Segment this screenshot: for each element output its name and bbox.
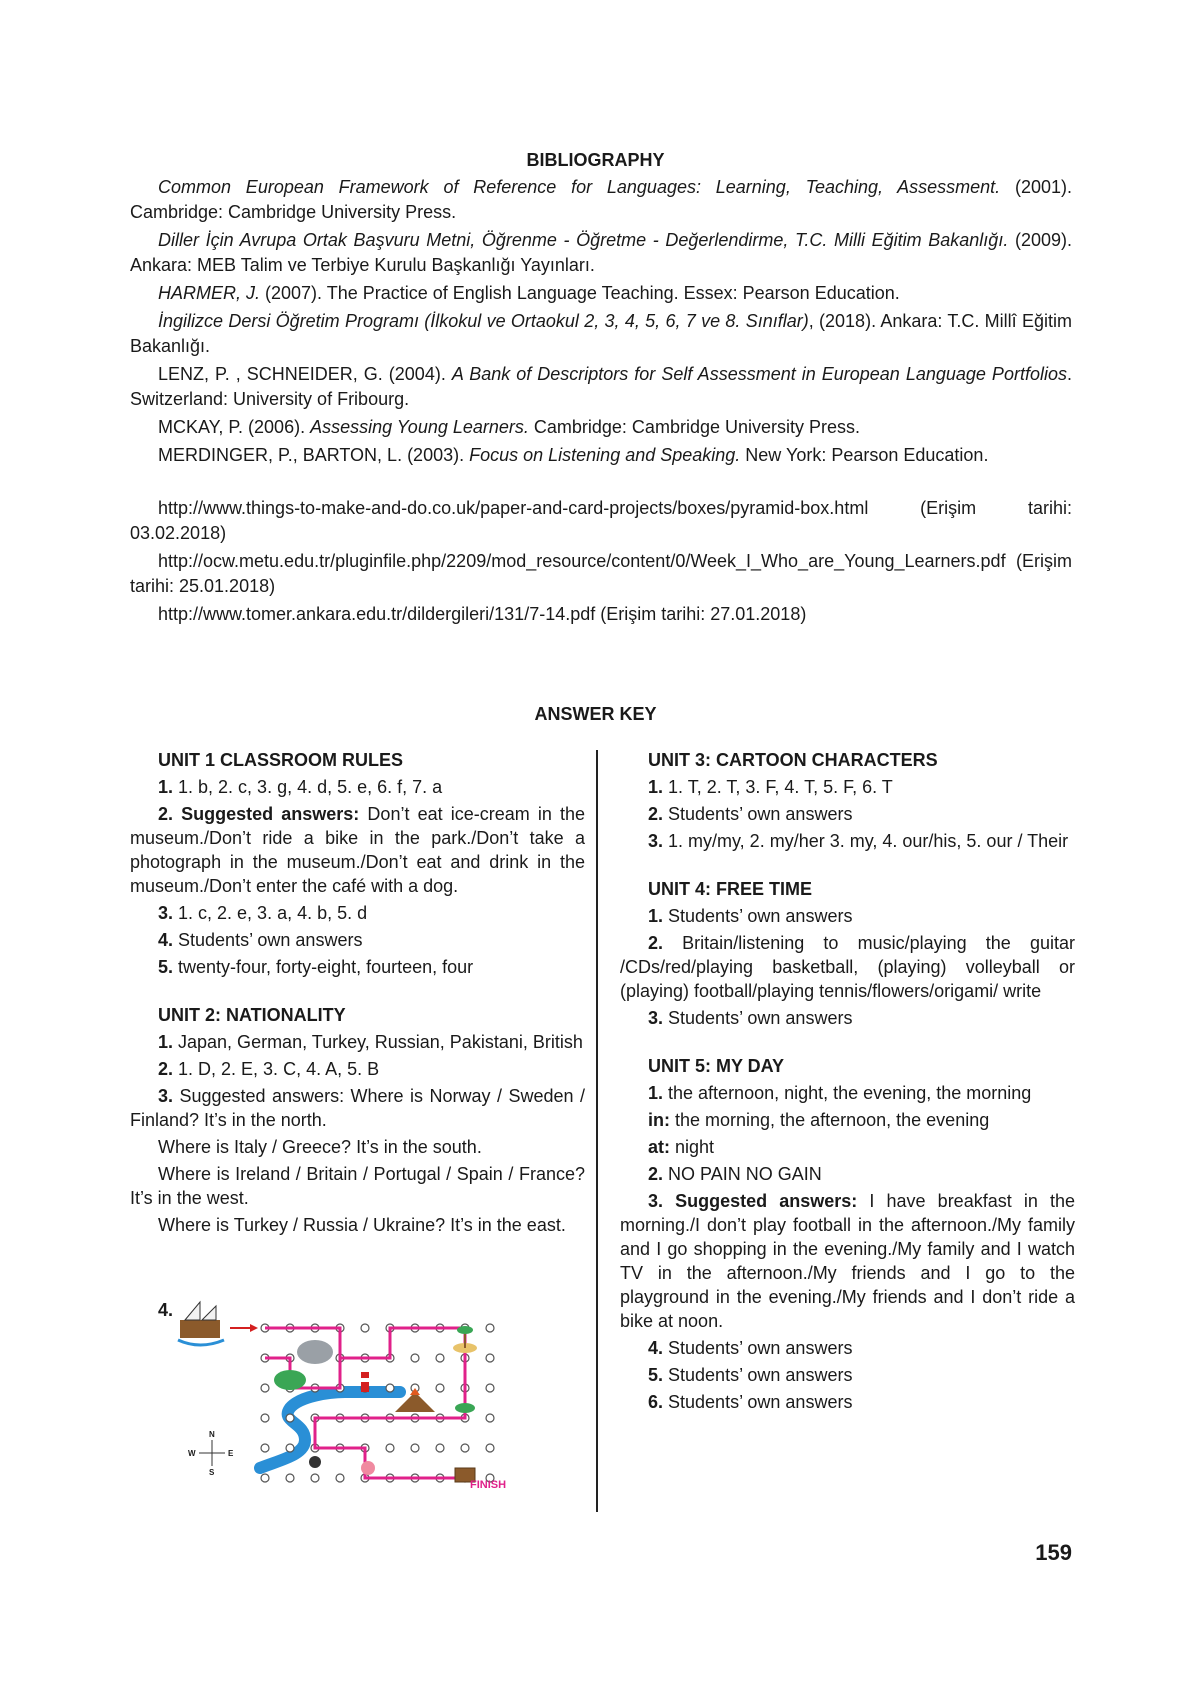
start-arrow-head: [250, 1324, 258, 1332]
unit4-answer-2: 2. Britain/listening to music/playing the guitar /CDs/red/playing basketball, (playing) volleyball or (playing) football/playing tennis/flowers/origami/ write: [620, 933, 1075, 1001]
pirate-ship-icon: [178, 1302, 224, 1345]
unit4-answer-1: 1. Students’ own answers: [648, 906, 853, 926]
lighthouse-icon: [361, 1372, 369, 1392]
unit2-title: UNIT 2: NATIONALITY: [158, 1005, 346, 1025]
bib-entry-4: İngilizce Dersi Öğretim Programı (İlkokul ve Ortaokul 2, 3, 4, 5, 6, 7 ve 8. Sınıflar), (2018). Ankara: T.C. Millî Eğitim Bakanlığı.: [130, 311, 1072, 356]
unit1-answer-4: 4. Students’ own answers: [158, 930, 363, 950]
unit2-answer-3-line3: Where is Ireland / Britain / Portugal / Spain / France? It’s in the west.: [130, 1164, 585, 1208]
compass-n: N: [209, 1430, 215, 1439]
unit1-answer-2: 2. Suggested answers: Don’t eat ice-cream in the museum./Don’t ride a bike in the park./Don’t take a photograph in the museum./Don’t eat and drink in the museum./Don’t enter the café with a dog.: [130, 804, 585, 896]
answer-key-heading: ANSWER KEY: [534, 704, 657, 724]
unit2-answer-3-line4: Where is Turkey / Russia / Ukraine? It’s in the east.: [158, 1215, 566, 1235]
compass-w: W: [188, 1449, 196, 1458]
unit5-answer-1-in: in: the morning, the afternoon, the evening: [648, 1110, 990, 1130]
bib-entry-3: HARMER, J. (2007). The Practice of English Language Teaching. Essex: Pearson Education.: [158, 283, 900, 303]
bib-entry-1: Common European Framework of Reference for Languages: Learning, Teaching, Assessment. (2001). Cambridge: Cambridge University Press.: [130, 177, 1072, 222]
column-divider: [596, 750, 598, 1512]
unit3-title: UNIT 3: CARTOON CHARACTERS: [648, 750, 938, 770]
unit5-answer-1: 1. the afternoon, night, the evening, the morning: [648, 1083, 1032, 1103]
unit2-answer-3-line2: Where is Italy / Greece? It’s in the south.: [158, 1137, 482, 1157]
unit5-answer-4: 4. Students’ own answers: [648, 1338, 853, 1358]
bibliography-list: [130, 175, 1072, 630]
river: [260, 1392, 400, 1468]
finish-label: FINISH: [470, 1479, 507, 1490]
bib-entry-5: LENZ, P. , SCHNEIDER, G. (2004). A Bank of Descriptors for Self Assessment in European Language Portfolios. Switzerland: University of Fribourg.: [130, 364, 1072, 409]
unit4-title: UNIT 4: FREE TIME: [648, 879, 813, 899]
maze-svg: [130, 1300, 530, 1490]
unit4-answer-3: 3. Students’ own answers: [648, 1008, 853, 1028]
unit3-answer-2: 2. Students’ own answers: [648, 804, 853, 824]
bib-link-2[interactable]: http://ocw.metu.edu.tr/pluginfile.php/2209/mod_resource/content/0/Week_I_Who_are_Young_Learners.pdf (Erişim tarihi: 25.01.2018): [130, 551, 1072, 596]
bib-entry-6: MCKAY, P. (2006). Assessing Young Learners. Cambridge: Cambridge University Press.: [158, 417, 861, 437]
unit2-answer-1: 1. Japan, German, Turkey, Russian, Pakistani, British: [158, 1032, 583, 1052]
bush-icon: [274, 1370, 306, 1390]
bibliography-heading: BIBLIOGRAPHY: [526, 150, 665, 170]
unit1-answer-3: 3. 1. c, 2. e, 3. a, 4. b, 5. d: [158, 903, 368, 923]
page-number: 159: [1035, 1540, 1072, 1565]
bib-entry-2: Diller İçin Avrupa Ortak Başvuru Metni, Öğrenme - Öğretme - Değerlendirme, T.C. Milli Eğitim Bakanlığı. (2009). Ankara: MEB Talim ve Terbiye Kurulu Başkanlığı Yayınları.: [130, 230, 1072, 275]
unit2-answer-3: 3. Suggested answers: Where is Norway / Sweden / Finland? It’s in the north.: [130, 1086, 585, 1130]
unit5-answer-5: 5. Students’ own answers: [648, 1365, 853, 1385]
bib-link-3[interactable]: http://www.tomer.ankara.edu.tr/dildergileri/131/7-14.pdf (Erişim tarihi: 27.01.2018): [158, 604, 807, 624]
unit5-answer-3: 3. Suggested answers: I have breakfast in the morning./I don’t play football in the afternoon./My family and I go shopping in the evening./My family and I watch TV in the afternoon./My friends and I go to the playground in the evening./My friends and I don’t ride a bike at noon.: [620, 1191, 1075, 1331]
unit1-title: UNIT 1 CLASSROOM RULES: [158, 750, 404, 770]
rock-icon: [297, 1340, 333, 1364]
answer-key-right-column: [620, 748, 1075, 1417]
compass-s: S: [209, 1468, 215, 1477]
unit2-answer-4-number: 4.: [158, 1300, 174, 1320]
bib-link-1[interactable]: http://www.things-to-make-and-do.co.uk/paper-and-card-projects/boxes/pyramid-box.html (Erişim tarihi: 03.02.2018): [130, 498, 1072, 543]
unit1-answer-1: 1. 1. b, 2. c, 3. g, 4. d, 5. e, 6. f, 7. a: [158, 777, 443, 797]
pirate-icon: [309, 1456, 321, 1468]
unit5-title: UNIT 5: MY DAY: [648, 1056, 785, 1076]
unit2-maze-figure: [130, 1300, 530, 1490]
palm-island-icon: [453, 1326, 477, 1353]
unit5-answer-2: 2. NO PAIN NO GAIN: [648, 1164, 822, 1184]
answer-key-left-column: [130, 748, 585, 1240]
unit3-answer-1: 1. 1. T, 2. T, 3. F, 4. T, 5. F, 6. T: [648, 777, 893, 797]
compass-icon: [188, 1430, 234, 1477]
unit3-answer-3: 3. 1. my/my, 2. my/her 3. my, 4. our/his, 5. our / Their: [648, 831, 1069, 851]
octopus-icon: [361, 1461, 375, 1475]
unit5-answer-6: 6. Students’ own answers: [648, 1392, 853, 1412]
bib-entry-7: MERDINGER, P., BARTON, L. (2003). Focus on Listening and Speaking. New York: Pearson Education.: [158, 445, 989, 465]
unit1-answer-5: 5. twenty-four, forty-eight, fourteen, four: [158, 957, 474, 977]
unit5-answer-1-at: at: night: [648, 1137, 715, 1157]
small-island-icon: [455, 1403, 475, 1413]
unit2-answer-2: 2. 1. D, 2. E, 3. C, 4. A, 5. B: [158, 1059, 380, 1079]
compass-e: E: [228, 1449, 234, 1458]
